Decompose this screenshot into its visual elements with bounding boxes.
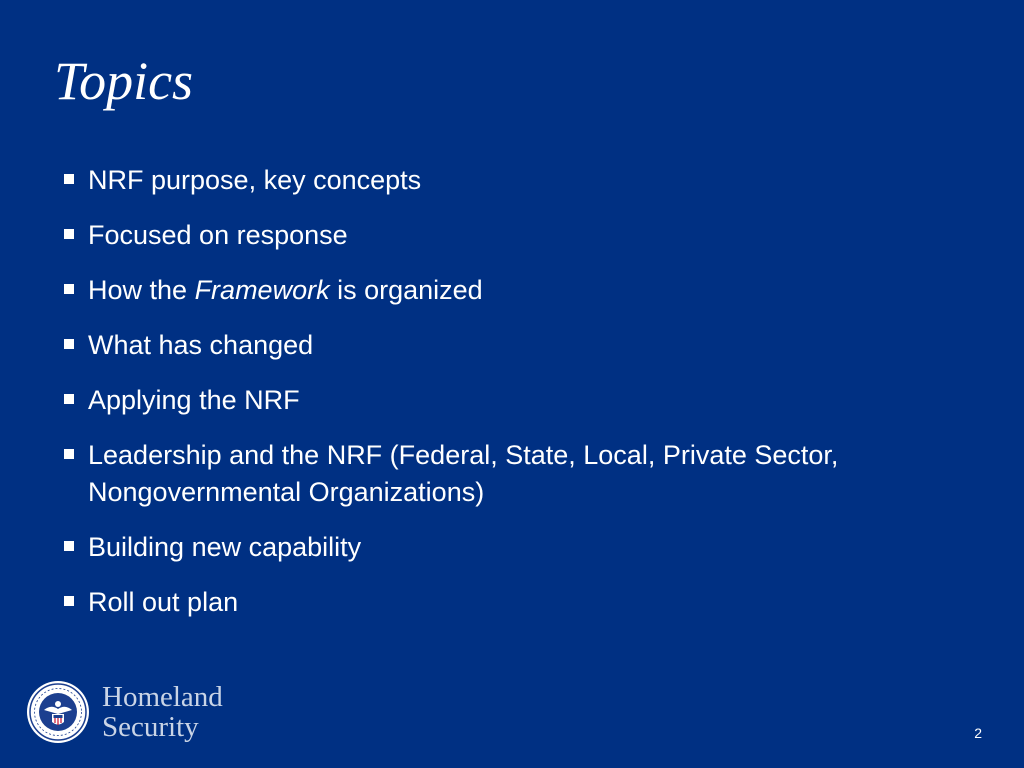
- bullet-item: [62, 437, 982, 511]
- bullet-text: NRF purpose, key concepts: [88, 165, 422, 195]
- bullet-item: [62, 327, 982, 364]
- bullet-list: [62, 162, 982, 639]
- slide-title: Topics: [54, 51, 194, 111]
- square-bullet-icon: [64, 394, 74, 404]
- bullet-text: What has changed: [88, 330, 314, 360]
- square-bullet-icon: [64, 174, 74, 184]
- homeland-security-logo: [26, 680, 266, 744]
- square-bullet-icon: [64, 284, 74, 294]
- bullet-item: [62, 162, 982, 199]
- bullet-text: Leadership and the NRF (Federal, State, Local, Private Sector, Nongovernmental Organizations): [88, 440, 839, 507]
- square-bullet-icon: [64, 229, 74, 239]
- logo-wordmark: [102, 682, 223, 742]
- dhs-seal-icon: [26, 680, 90, 744]
- page-number: 2: [974, 725, 982, 741]
- bullet-text: is organized: [329, 275, 483, 305]
- square-bullet-icon: [64, 449, 74, 459]
- bullet-text: How the: [88, 275, 195, 305]
- bullet-item: [62, 382, 982, 419]
- bullet-item: [62, 529, 982, 566]
- logo-line-2: Security: [102, 711, 199, 743]
- bullet-item: [62, 584, 982, 621]
- bullet-item: [62, 217, 982, 254]
- bullet-text-emphasis: Framework: [194, 275, 330, 305]
- logo-line-1: Homeland: [102, 681, 223, 713]
- square-bullet-icon: [64, 541, 74, 551]
- square-bullet-icon: [64, 596, 74, 606]
- bullet-text: Applying the NRF: [88, 385, 300, 415]
- bullet-text: Roll out plan: [88, 587, 239, 617]
- bullet-item: [62, 272, 982, 309]
- square-bullet-icon: [64, 339, 74, 349]
- bullet-text: Focused on response: [88, 220, 348, 250]
- bullet-text: Building new capability: [88, 532, 362, 562]
